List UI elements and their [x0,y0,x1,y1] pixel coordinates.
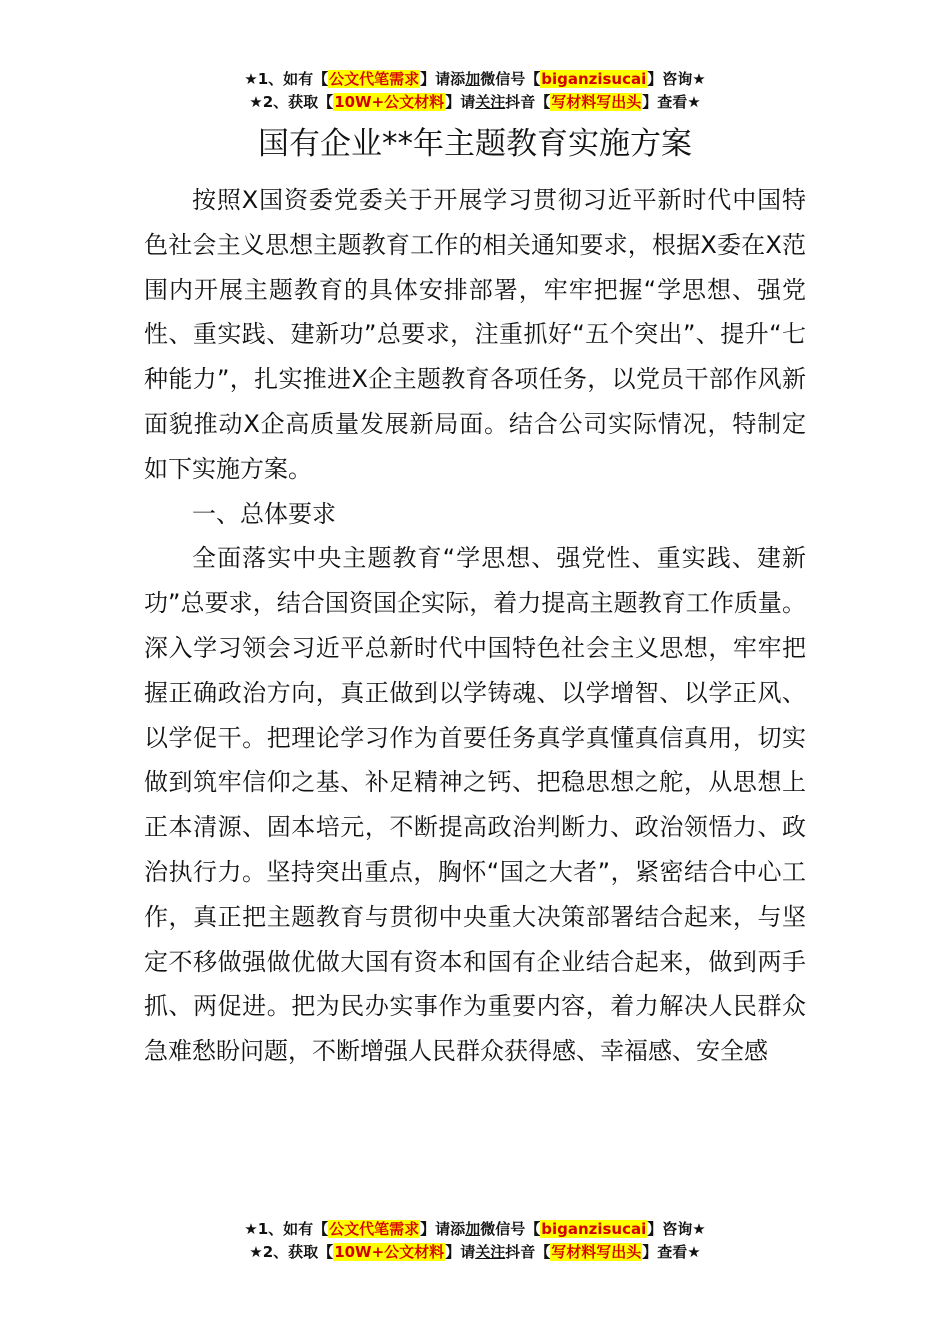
section-heading: 一、总体要求 [192,499,336,528]
wechat-id-highlight: biganzisucai [541,1220,647,1238]
douyin-account-highlight: 写材料写出头 [551,93,642,111]
wechat-id-highlight: biganzisucai [541,70,647,88]
banner-line-2: ★2、获取【10W+公文材料】请关注抖音【写材料写出头】查看★ [249,93,701,111]
footer-banner-line-1: ★1、如有【公文代笔需求】请添加微信号【biganzisucai】咨询★ [244,1220,706,1238]
body-paragraph: 全面落实中央主题教育“学思想、强党性、重实践、建新功”总要求，结合国资国企实际，着力提高主题教育工作质量。深入学习领会习近平总新时代中国特色社会主义思想，牢牢把握正确政治方向，真正做到以学铸魂、以学增智、以学正风、以学促干。把理论学习作为首要任务真学真懂真信真用，切实做到筑牢信仰之基、补足精神之钙、把稳思想之舵，从思想上正本清源、固本培元，不断提高政治判断力、政治领悟力、政治执行力。坚持突出重点，胸怀“国之大者”，紧密结合中心工作，真正把主题教育与贯彻中央重大决策部署结合起来，与坚定不移做强做优做大国有资本和国有企业结合起来，做到两手抓、两促进。把为民办实事作为重要内容，着力解决人民群众急难愁盼问题，不断增强人民群众获得感、幸福感、安全感 [144,544,806,1066]
header-banner [0,68,950,114]
service-highlight: 公文代笔需求 [329,1220,420,1238]
douyin-account-highlight: 写材料写出头 [551,1243,642,1261]
materials-highlight: 10W+公文材料 [334,93,445,111]
page-title: 国有企业**年主题教育实施方案 [258,126,692,162]
materials-highlight: 10W+公文材料 [334,1243,445,1261]
intro-paragraph: 按照X国资委党委关于开展学习贯彻习近平新时代中国特色社会主义思想主题教育工作的相关通知要求，根据X委在X范围内开展主题教育的具体安排部署，牢牢把握“学思想、强党性、重实践、建新功”总要求，注重抓好“五个突出”、提升“七种能力”，扎实推进X企主题教育各项任务，以党员干部作风新面貌推动X企高质量发展新局面。结合公司实际情况，特制定如下实施方案。 [144,186,806,483]
document-body [144,178,806,1074]
footer-banner-line-2: ★2、获取【10W+公文材料】请关注抖音【写材料写出头】查看★ [249,1243,701,1261]
footer-banner [0,1218,950,1264]
service-highlight: 公文代笔需求 [329,70,420,88]
banner-line-1: ★1、如有【公文代笔需求】请添加微信号【biganzisucai】咨询★ [244,70,706,88]
